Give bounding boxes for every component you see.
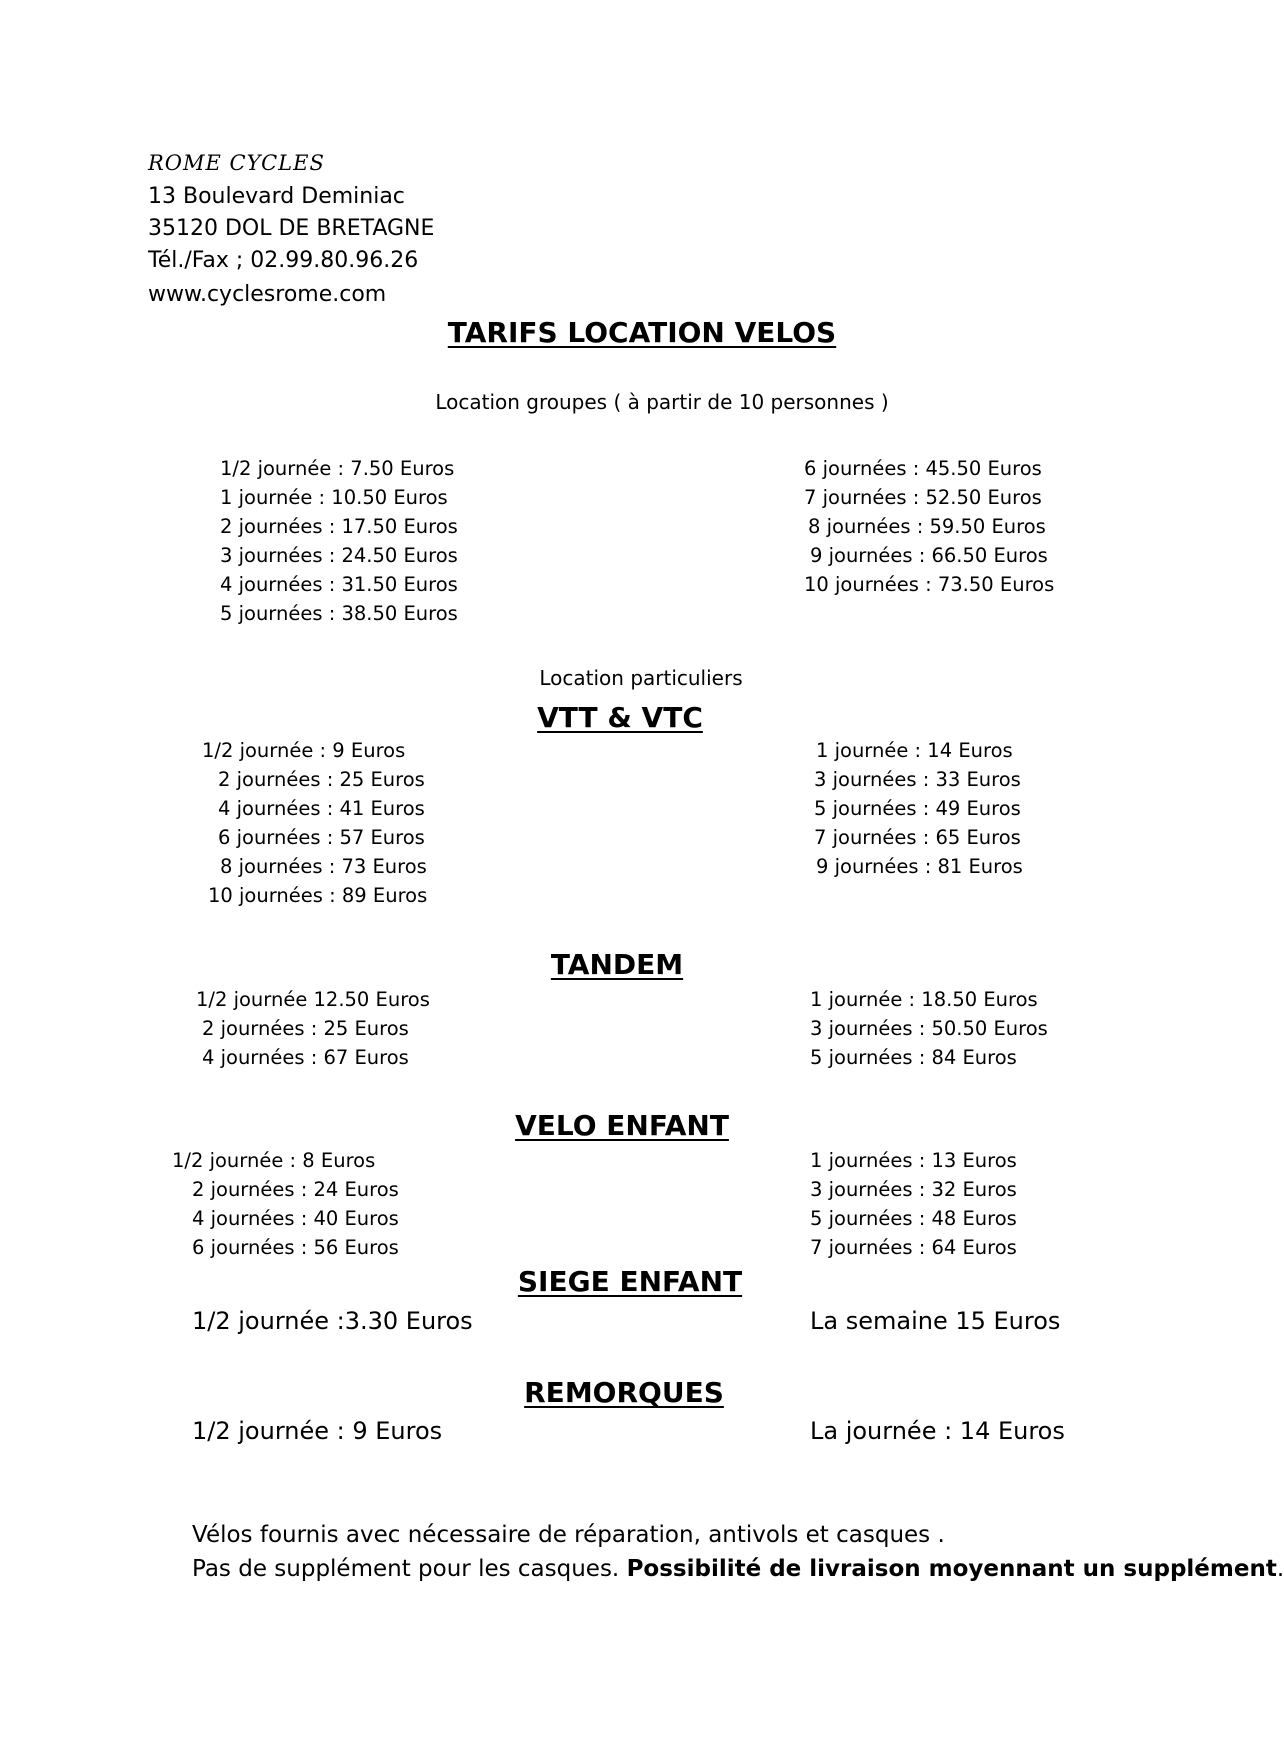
website: www.cyclesrome.com [148,282,387,307]
groups-price-left: 1/2 journée : 7.50 Euros [220,457,455,480]
address-street: 13 Boulevard Deminiac [148,184,405,209]
velo-enfant-price-right: 3 journées : 32 Euros [810,1178,1017,1201]
tandem-price-left: 2 journées : 25 Euros [202,1017,409,1040]
groups-price-right: 7 journées : 52.50 Euros [804,486,1042,509]
groups-price-right: 8 journées : 59.50 Euros [808,515,1046,538]
vtt-price-right: 9 journées : 81 Euros [816,855,1023,878]
groups-price-left: 4 journées : 31.50 Euros [220,573,458,596]
groups-price-right: 9 journées : 66.50 Euros [810,544,1048,567]
footer-note-delivery [192,1558,1284,1581]
groups-price-right: 6 journées : 45.50 Euros [804,457,1042,480]
footer-note-helmets: Pas de supplément pour les casques. [192,1556,627,1582]
groups-price-left: 1 journée : 10.50 Euros [220,486,448,509]
velo-enfant-price-right: 7 journées : 64 Euros [810,1236,1017,1259]
groups-price-left: 2 journées : 17.50 Euros [220,515,458,538]
siege-enfant-price-left: 1/2 journée :3.30 Euros [192,1307,473,1335]
address-city: 35120 DOL DE BRETAGNE [148,216,435,241]
remorques-heading: REMORQUES [524,1376,724,1409]
groups-price-left: 3 journées : 24.50 Euros [220,544,458,567]
velo-enfant-price-right: 1 journées : 13 Euros [810,1149,1017,1172]
remorques-price-right: La journée : 14 Euros [810,1417,1065,1445]
siege-enfant-heading: SIEGE ENFANT [517,1265,743,1298]
individuals-subtitle: Location particuliers [539,666,743,690]
velo-enfant-price-left: 1/2 journée : 8 Euros [172,1149,376,1172]
company-name: ROME CYCLES [148,151,325,175]
vtt-price-right: 5 journées : 49 Euros [814,797,1021,820]
vtt-vtc-heading: VTT & VTC [537,701,703,734]
vtt-price-left: 2 journées : 25 Euros [218,768,425,791]
vtt-price-right: 3 journées : 33 Euros [814,768,1021,791]
footer-note-equipment: Vélos fournis avec nécessaire de réparation, antivols et casques . [192,1522,945,1548]
velo-enfant-price-left: 4 journées : 40 Euros [192,1207,399,1230]
footer-note-period: . [1276,1556,1284,1582]
tandem-price-left: 4 journées : 67 Euros [202,1046,409,1069]
vtt-price-left: 10 journées : 89 Euros [208,884,428,907]
tandem-price-right: 3 journées : 50.50 Euros [810,1017,1048,1040]
phone-fax: Tél./Fax ; 02.99.80.96.26 [148,248,419,273]
groups-price-left: 5 journées : 38.50 Euros [220,602,458,625]
page-title: TARIFS LOCATION VELOS [447,316,837,349]
tandem-heading: TANDEM [550,948,684,981]
remorques-price-left: 1/2 journée : 9 Euros [192,1417,443,1445]
velo-enfant-price-left: 6 journées : 56 Euros [192,1236,399,1259]
groups-price-right: 10 journées : 73.50 Euros [804,573,1055,596]
tandem-price-right: 5 journées : 84 Euros [810,1046,1017,1069]
tandem-price-left: 1/2 journée 12.50 Euros [196,988,430,1011]
vtt-price-left: 8 journées : 73 Euros [220,855,427,878]
tandem-price-right: 1 journée : 18.50 Euros [810,988,1038,1011]
footer-note-delivery-bold: Possibilité de livraison moyennant un supplément [626,1556,1277,1582]
siege-enfant-price-right: La semaine 15 Euros [810,1307,1061,1335]
velo-enfant-price-right: 5 journées : 48 Euros [810,1207,1017,1230]
vtt-price-right: 7 journées : 65 Euros [814,826,1021,849]
vtt-price-right: 1 journée : 14 Euros [816,739,1013,762]
velo-enfant-heading: VELO ENFANT [515,1109,729,1142]
groups-subtitle: Location groupes ( à partir de 10 personnes ) [435,390,889,414]
vtt-price-left: 1/2 journée : 9 Euros [202,739,406,762]
vtt-price-left: 4 journées : 41 Euros [218,797,425,820]
velo-enfant-price-left: 2 journées : 24 Euros [192,1178,399,1201]
vtt-price-left: 6 journées : 57 Euros [218,826,425,849]
